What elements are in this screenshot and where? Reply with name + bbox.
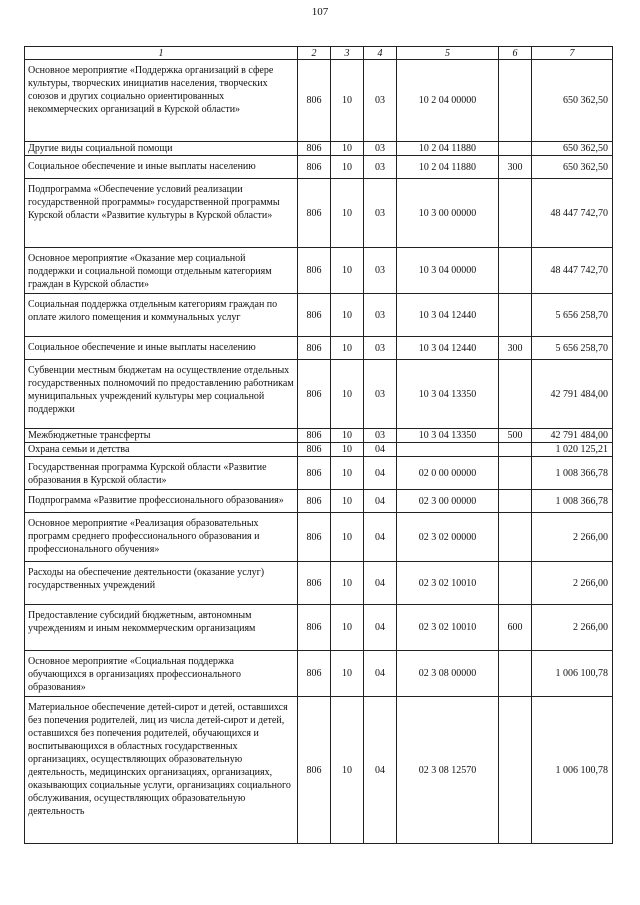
row-code-target-article: 10 3 04 12440 (397, 337, 499, 360)
table-row (25, 179, 613, 248)
row-description: Расходы на обеспечение деятельности (оказание услуг) государственных учреждений (25, 562, 298, 605)
table-row (25, 697, 613, 844)
row-code-ministry: 806 (298, 562, 331, 605)
row-description: Межбюджетные трансферты (25, 429, 298, 443)
row-description: Подпрограмма «Развитие профессионального образования» (25, 490, 298, 513)
row-code-ministry: 806 (298, 443, 331, 457)
row-code-target-article: 02 0 00 00000 (397, 457, 499, 490)
row-code-subsection: 03 (364, 60, 397, 142)
row-code-ministry: 806 (298, 429, 331, 443)
table-row (25, 337, 613, 360)
row-amount: 1 020 125,21 (532, 443, 613, 457)
column-header: 3 (331, 47, 364, 60)
row-amount: 5 656 258,70 (532, 294, 613, 337)
row-description: Охрана семьи и детства (25, 443, 298, 457)
row-amount: 2 266,00 (532, 513, 613, 562)
row-description: Социальное обеспечение и иные выплаты населению (25, 337, 298, 360)
row-code-ministry: 806 (298, 248, 331, 294)
row-code-subsection: 03 (364, 360, 397, 429)
table-row (25, 490, 613, 513)
row-description: Социальное обеспечение и иные выплаты населению (25, 156, 298, 179)
row-code-expense-type: 300 (499, 156, 532, 179)
row-code-section: 10 (331, 651, 364, 697)
row-amount: 2 266,00 (532, 562, 613, 605)
row-code-target-article: 02 3 02 00000 (397, 513, 499, 562)
table-row (25, 605, 613, 651)
row-amount: 1 006 100,78 (532, 651, 613, 697)
row-code-subsection: 04 (364, 443, 397, 457)
row-description: Материальное обеспечение детей-сирот и детей, оставшихся без попечения родителей, лиц из числа детей-сирот и детей, оставшихся без попечения родителей, обучающихся и воспитывающихся в областных государственных организациях, осуществляющих образовательную деятельность, медицинских организациях, организациях, оказывающих социальные услуги, организациях социального обслуживания, осуществляющих образовательную деятельность (25, 697, 298, 844)
row-code-expense-type (499, 142, 532, 156)
row-code-target-article: 10 3 04 13350 (397, 360, 499, 429)
row-amount: 650 362,50 (532, 142, 613, 156)
row-code-ministry: 806 (298, 156, 331, 179)
row-code-section: 10 (331, 562, 364, 605)
row-code-subsection: 03 (364, 156, 397, 179)
row-code-ministry: 806 (298, 179, 331, 248)
row-code-section: 10 (331, 179, 364, 248)
row-code-expense-type (499, 443, 532, 457)
row-code-target-article: 10 3 04 12440 (397, 294, 499, 337)
table-row (25, 562, 613, 605)
table-row (25, 248, 613, 294)
row-code-section: 10 (331, 513, 364, 562)
row-code-expense-type (499, 294, 532, 337)
row-code-ministry: 806 (298, 142, 331, 156)
row-code-subsection: 03 (364, 429, 397, 443)
row-code-subsection: 03 (364, 248, 397, 294)
row-description: Подпрограмма «Обеспечение условий реализации государственной программы» государственной программы Курской области «Развитие культуры в Курской области» (25, 179, 298, 248)
row-description: Другие виды социальной помощи (25, 142, 298, 156)
column-header: 6 (499, 47, 532, 60)
table-row (25, 443, 613, 457)
row-code-subsection: 04 (364, 605, 397, 651)
row-code-section: 10 (331, 360, 364, 429)
row-code-section: 10 (331, 142, 364, 156)
row-code-ministry: 806 (298, 490, 331, 513)
table-row (25, 513, 613, 562)
row-code-ministry: 806 (298, 457, 331, 490)
row-amount: 48 447 742,70 (532, 179, 613, 248)
row-code-expense-type: 600 (499, 605, 532, 651)
row-code-target-article: 10 2 04 00000 (397, 60, 499, 142)
row-code-subsection: 04 (364, 651, 397, 697)
row-code-section: 10 (331, 429, 364, 443)
row-code-section: 10 (331, 337, 364, 360)
row-code-section: 10 (331, 605, 364, 651)
row-description: Основное мероприятие «Реализация образовательных программ среднего профессионального образования и профессионального обучения» (25, 513, 298, 562)
row-code-section: 10 (331, 490, 364, 513)
table-row (25, 142, 613, 156)
row-code-ministry: 806 (298, 605, 331, 651)
column-header: 1 (25, 47, 298, 60)
row-code-target-article: 02 3 00 00000 (397, 490, 499, 513)
row-code-subsection: 04 (364, 562, 397, 605)
row-code-expense-type: 300 (499, 337, 532, 360)
row-code-expense-type (499, 360, 532, 429)
table-row (25, 651, 613, 697)
row-code-expense-type (499, 490, 532, 513)
row-code-section: 10 (331, 294, 364, 337)
row-description: Государственная программа Курской области «Развитие образования в Курской области» (25, 457, 298, 490)
row-code-subsection: 03 (364, 294, 397, 337)
row-amount: 650 362,50 (532, 156, 613, 179)
row-code-expense-type: 500 (499, 429, 532, 443)
row-code-expense-type (499, 513, 532, 562)
row-code-ministry: 806 (298, 513, 331, 562)
row-code-target-article: 02 3 08 00000 (397, 651, 499, 697)
row-code-target-article: 10 2 04 11880 (397, 156, 499, 179)
row-code-target-article: 10 2 04 11880 (397, 142, 499, 156)
row-code-target-article (397, 443, 499, 457)
column-header: 4 (364, 47, 397, 60)
row-amount: 42 791 484,00 (532, 360, 613, 429)
row-description: Основное мероприятие «Поддержка организаций в сфере культуры, творческих инициатив населения, творческих союзов и других социально ориентированных некоммерческих организаций в Курской области» (25, 60, 298, 142)
table-header-row (25, 47, 613, 60)
row-code-ministry: 806 (298, 337, 331, 360)
table-row (25, 156, 613, 179)
row-code-target-article: 10 3 04 00000 (397, 248, 499, 294)
row-code-expense-type (499, 248, 532, 294)
row-code-section: 10 (331, 457, 364, 490)
table-row (25, 457, 613, 490)
row-code-subsection: 03 (364, 179, 397, 248)
row-code-section: 10 (331, 697, 364, 844)
column-header: 5 (397, 47, 499, 60)
row-code-expense-type (499, 60, 532, 142)
row-description: Субвенции местным бюджетам на осуществление отдельных государственных полномочий по предоставлению работникам муниципальных учреждений культуры мер социальной поддержки (25, 360, 298, 429)
row-amount: 2 266,00 (532, 605, 613, 651)
row-code-expense-type (499, 457, 532, 490)
row-code-ministry: 806 (298, 651, 331, 697)
row-code-ministry: 806 (298, 360, 331, 429)
row-code-section: 10 (331, 156, 364, 179)
table-row (25, 294, 613, 337)
page-number: 107 (311, 6, 329, 18)
table-row (25, 429, 613, 443)
row-code-subsection: 03 (364, 337, 397, 360)
column-header: 7 (532, 47, 613, 60)
row-code-ministry: 806 (298, 60, 331, 142)
row-description: Предоставление субсидий бюджетным, автономным учреждениям и иным некоммерческим организациям (25, 605, 298, 651)
row-code-target-article: 10 3 04 13350 (397, 429, 499, 443)
row-code-subsection: 04 (364, 513, 397, 562)
row-code-subsection: 04 (364, 697, 397, 844)
row-code-ministry: 806 (298, 294, 331, 337)
row-code-target-article: 02 3 02 10010 (397, 605, 499, 651)
row-code-subsection: 04 (364, 490, 397, 513)
row-amount: 48 447 742,70 (532, 248, 613, 294)
row-amount: 1 006 100,78 (532, 697, 613, 844)
row-code-section: 10 (331, 60, 364, 142)
row-amount: 42 791 484,00 (532, 429, 613, 443)
row-description: Социальная поддержка отдельным категориям граждан по оплате жилого помещения и коммунальных услуг (25, 294, 298, 337)
row-code-subsection: 04 (364, 457, 397, 490)
table-row (25, 360, 613, 429)
row-amount: 5 656 258,70 (532, 337, 613, 360)
row-code-target-article: 10 3 00 00000 (397, 179, 499, 248)
row-code-ministry: 806 (298, 697, 331, 844)
row-description: Основное мероприятие «Оказание мер социальной поддержки и социальной помощи отдельным категориям граждан в Курской области» (25, 248, 298, 294)
row-code-subsection: 03 (364, 142, 397, 156)
row-amount: 1 008 366,78 (532, 457, 613, 490)
row-code-expense-type (499, 562, 532, 605)
table-row (25, 60, 613, 142)
row-code-expense-type (499, 697, 532, 844)
row-code-section: 10 (331, 443, 364, 457)
row-description: Основное мероприятие «Социальная поддержка обучающихся в организациях профессионального образования» (25, 651, 298, 697)
row-code-expense-type (499, 651, 532, 697)
row-code-section: 10 (331, 248, 364, 294)
row-code-expense-type (499, 179, 532, 248)
row-code-target-article: 02 3 02 10010 (397, 562, 499, 605)
row-code-target-article: 02 3 08 12570 (397, 697, 499, 844)
row-amount: 650 362,50 (532, 60, 613, 142)
budget-table (24, 46, 613, 844)
row-amount: 1 008 366,78 (532, 490, 613, 513)
column-header: 2 (298, 47, 331, 60)
